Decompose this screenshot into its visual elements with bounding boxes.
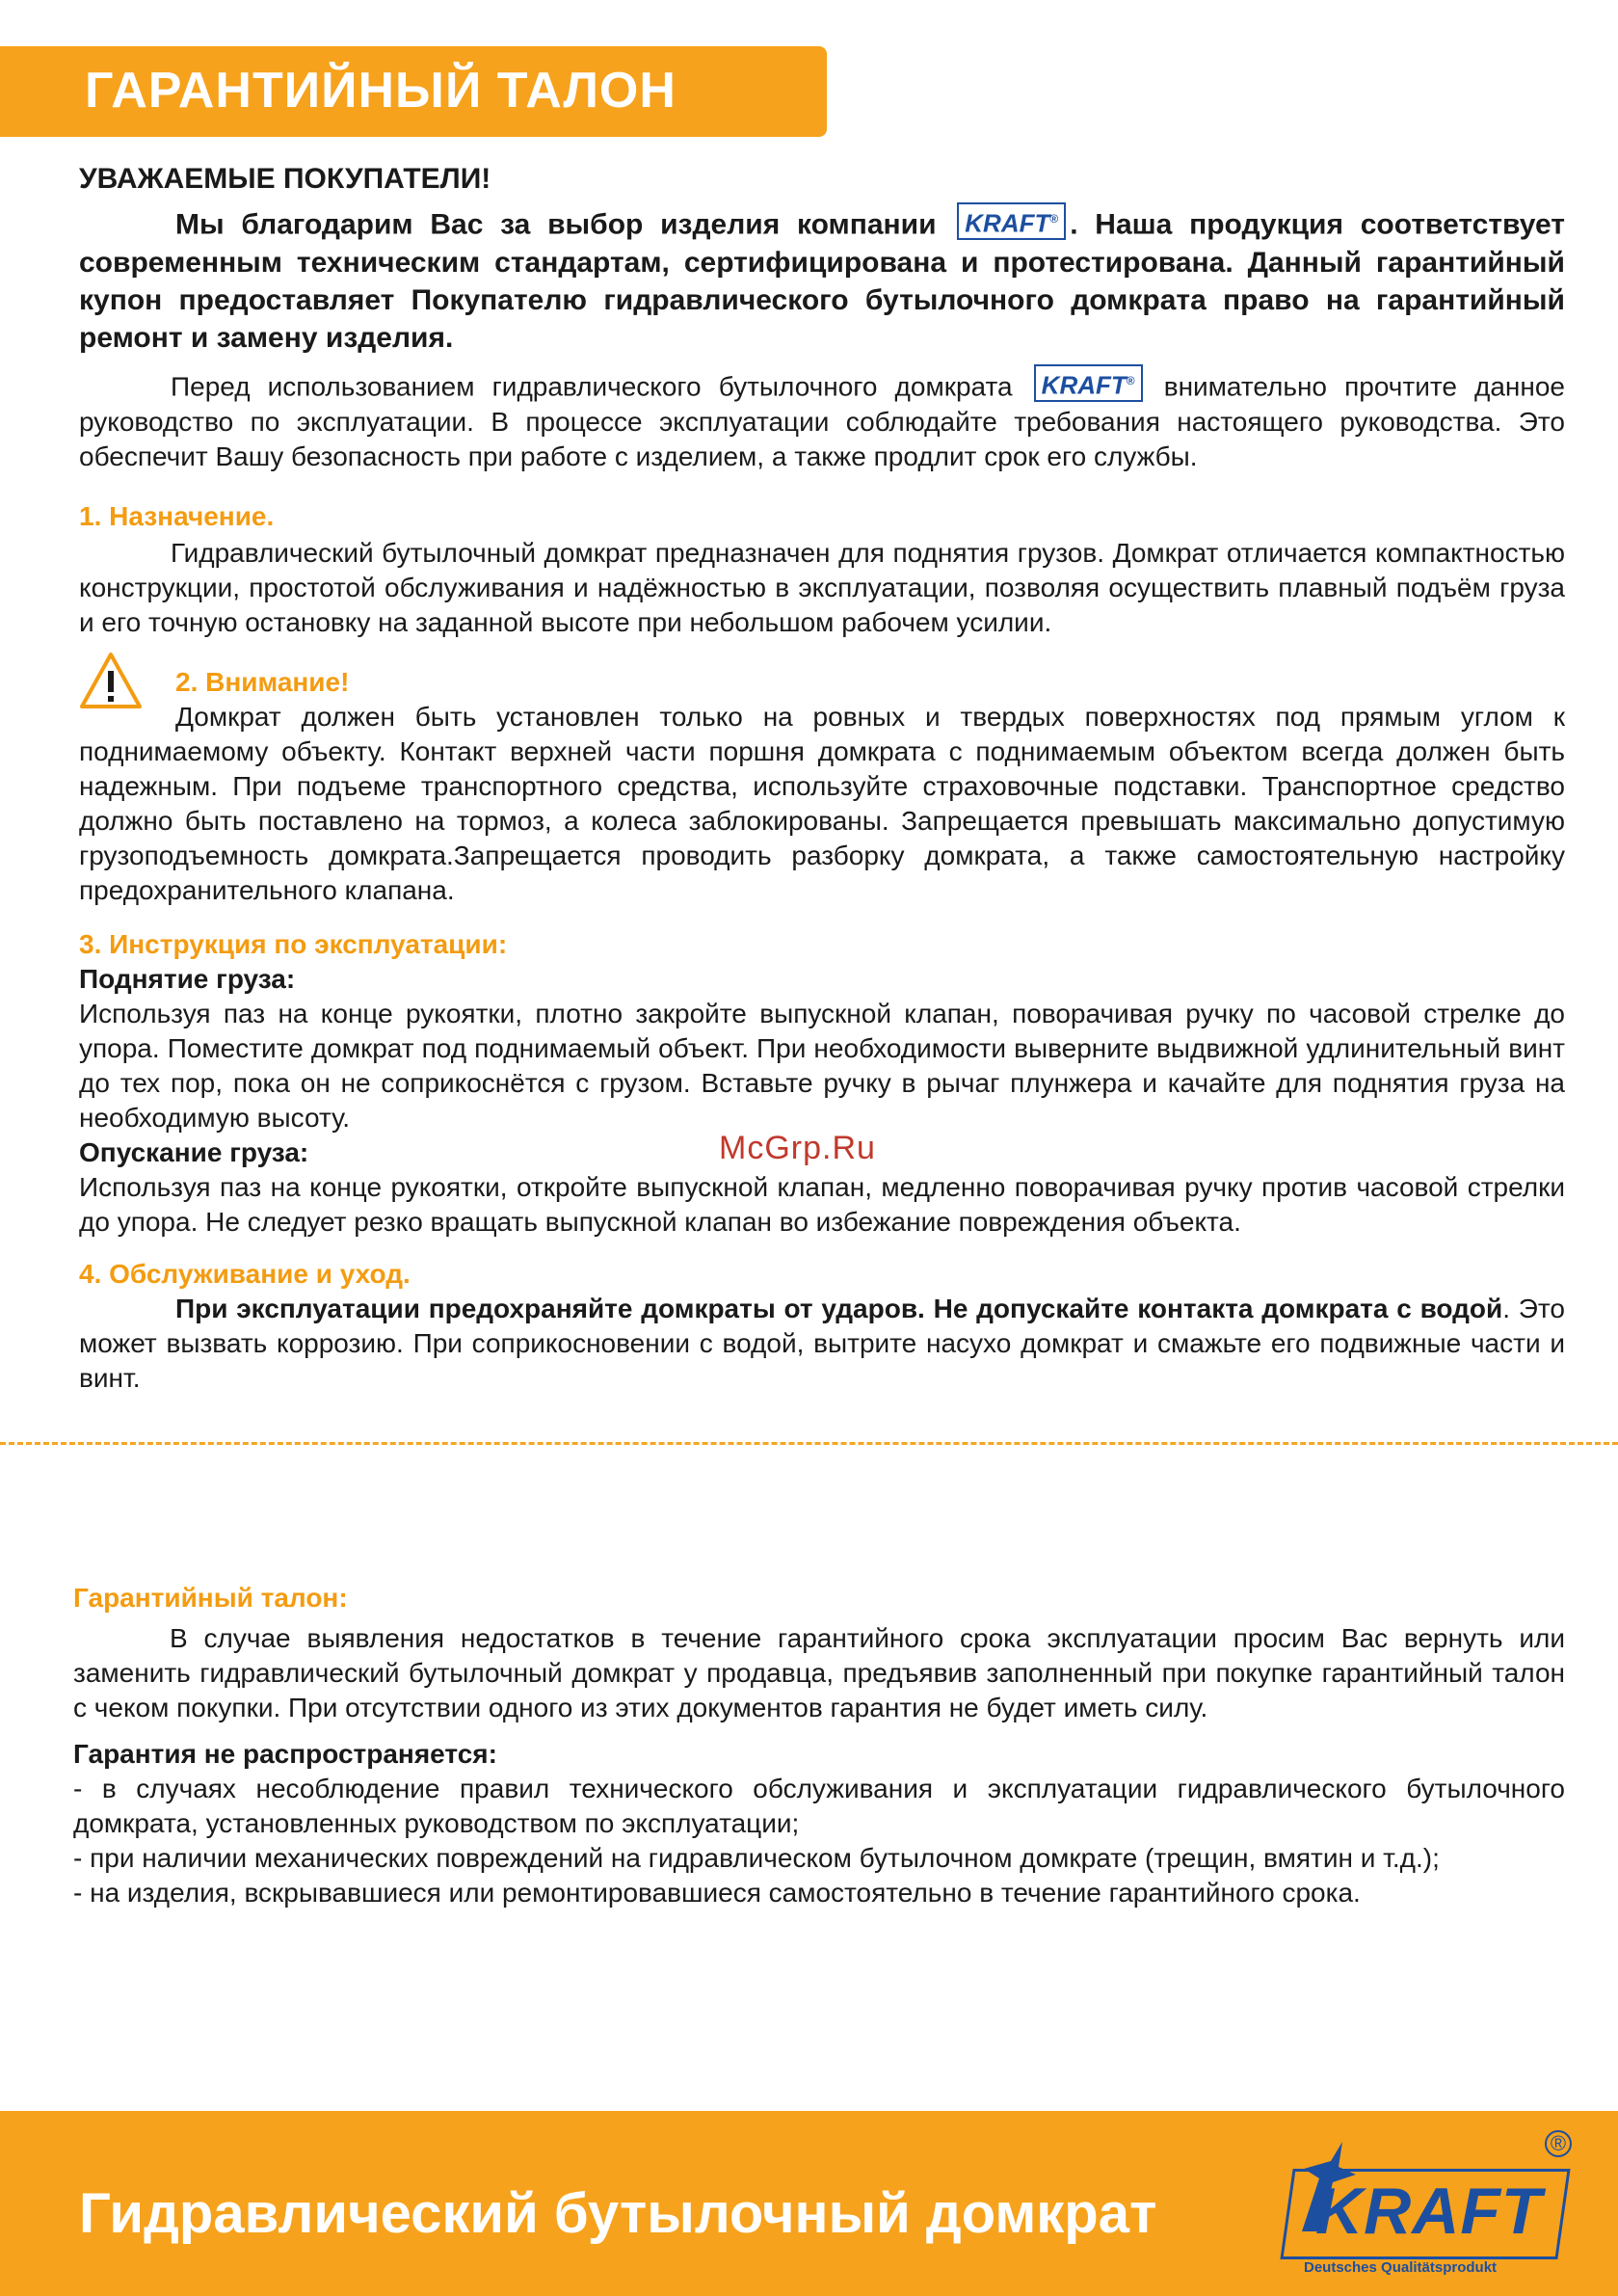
greeting: УВАЖАЕМЫЕ ПОКУПАТЕЛИ!	[79, 163, 491, 195]
footer-title: Гидравлический бутылочный домкрат	[79, 2182, 1157, 2245]
intro-part2: внимательно прочтите данное руководство по эксплуатации. В процессе эксплуатации соблюдайте требования настоящего руководства. Это обеспечит Вашу безопасность при работе с изделием, а также продлит срок его службы.	[79, 371, 1565, 471]
section-maintenance-text: При эксплуатации предохраняйте домкраты от ударов. Не допускайте контакта домкрата с водой. Это может вызвать коррозию. При соприкосновении с водой, вытрите насухо домкрат и смажьте его подвижные части и винт.	[79, 1294, 1566, 1393]
logo-word: KRAFT	[1315, 2175, 1543, 2248]
kraft-inline-logo-2: KRAFT®	[1034, 364, 1143, 402]
exclusion-item-1: - в случаях несоблюдение правил технического обслуживания и эксплуатации гидравлического бутылочного домкрата, установленных руководством по эксплуатации;	[73, 1774, 1565, 1838]
page-title: ГАРАНТИЙНЫЙ ТАЛОН	[85, 63, 676, 119]
exclusion-item-2: - при наличии механических повреждений на гидравлическом бутылочном домкрате (трещин, вмятин и т.д.);	[73, 1843, 1440, 1873]
section-purpose-title: 1. Назначение.	[79, 501, 275, 531]
registered-mark: ®	[1545, 2130, 1572, 2157]
warranty-text: В случае выявления недостатков в течение гарантийного срока эксплуатации просим Вас вернуть или заменить гидравлический бутылочный домкрат у продавца, предъявив заполненный при покупке гарантийный талон с чеком покупки. При отсутствии одного из этих документов гарантия не будет иметь силу.	[73, 1623, 1565, 1722]
section-purpose-text: Гидравлический бутылочный домкрат предназначен для поднятия грузов. Домкрат отличается компактностью конструкции, простотой обслуживания и надёжностью в эксплуатации, позволяя осуществить плавный подъём груза и его точную остановку на заданной высоте при небольшом рабочем усилии.	[79, 538, 1565, 637]
thanks-part1: Мы благодарим Вас за выбор изделия компании	[175, 208, 937, 241]
thanks-paragraph	[79, 204, 1565, 357]
section-maintenance-title: 4. Обслуживание и уход.	[79, 1259, 411, 1289]
section-instructions-title: 3. Инструкция по эксплуатации:	[79, 929, 508, 959]
kraft-inline-logo: KRAFT®	[957, 202, 1066, 240]
section-warning-text: Домкрат должен быть установлен только на ровных и твердых поверхностях под прямым углом к поднимаемому объекту. Контакт верхней части поршня домкрата с поднимаемым объектом всегда должен быть надежным. При подъеме транспортного средства, используйте страховочные подставки. Транспортное средство должно быть поставлено на тормоз, а колеса заблокированы. Запрещается превышать максимально допустимую грузоподъемность домкрата.Запрещается проводить разборку домкрата, а также самостоятельную настройку предохранительного клапана.	[79, 702, 1565, 905]
cut-line-divider	[0, 1442, 1618, 1445]
exclusion-item-3: - на изделия, вскрывавшиеся или ремонтировавшиеся самостоятельно в течение гарантийного срока.	[73, 1878, 1361, 1908]
lifting-text: Используя паз на конце рукоятки, плотно закройте выпускной клапан, поворачивая ручку по часовой стрелке до упора. Поместите домкрат под поднимаемый объект. При необходимости выверните выдвижной удлинительный винт до тех пор, пока он не соприкоснётся с грузом. Вставьте ручку в рычаг плунжера и качайте для поднятия груза на необходимую высоту.	[79, 999, 1565, 1133]
section-warning	[79, 665, 1565, 908]
exclusions-title: Гарантия не распространяется:	[73, 1739, 497, 1769]
intro-part1: Перед использованием гидравлического бутылочного домкрата	[171, 371, 1013, 402]
lowering-title: Опускание груза:	[79, 1137, 309, 1167]
kraft-logo	[1286, 2130, 1566, 2284]
section-warning-title: 2. Внимание!	[175, 667, 350, 697]
section-maintenance	[79, 1257, 1565, 1396]
lowering-text: Используя паз на конце рукоятки, откройте выпускной клапан, медленно поворачивая ручку против часовой стрелки до упора. Не следует резко вращать выпускной клапан во избежание повреждения объекта.	[79, 1172, 1565, 1237]
lifting-title: Поднятие груза:	[79, 964, 296, 994]
section-purpose	[79, 499, 1565, 640]
intro-paragraph	[79, 366, 1565, 474]
warranty-title: Гарантийный талон:	[73, 1583, 348, 1613]
section-instructions	[79, 927, 1565, 1240]
logo-tagline: Deutsches Qualitätsprodukt	[1304, 2259, 1498, 2276]
maintenance-bold: При эксплуатации предохраняйте домкраты от ударов. Не допускайте контакта домкрата с водой	[175, 1294, 1503, 1323]
warranty-section	[73, 1581, 1565, 1910]
watermark: McGrp.Ru	[719, 1130, 876, 1166]
thanks-part2: . Наша продукция соответствует современным техническим стандартам, сертифицирована и протестирована. Данный гарантийный купон предоставляет Покупателю гидравлического бутылочного домкрата право на гарантийный ремонт и замену изделия.	[79, 208, 1565, 354]
